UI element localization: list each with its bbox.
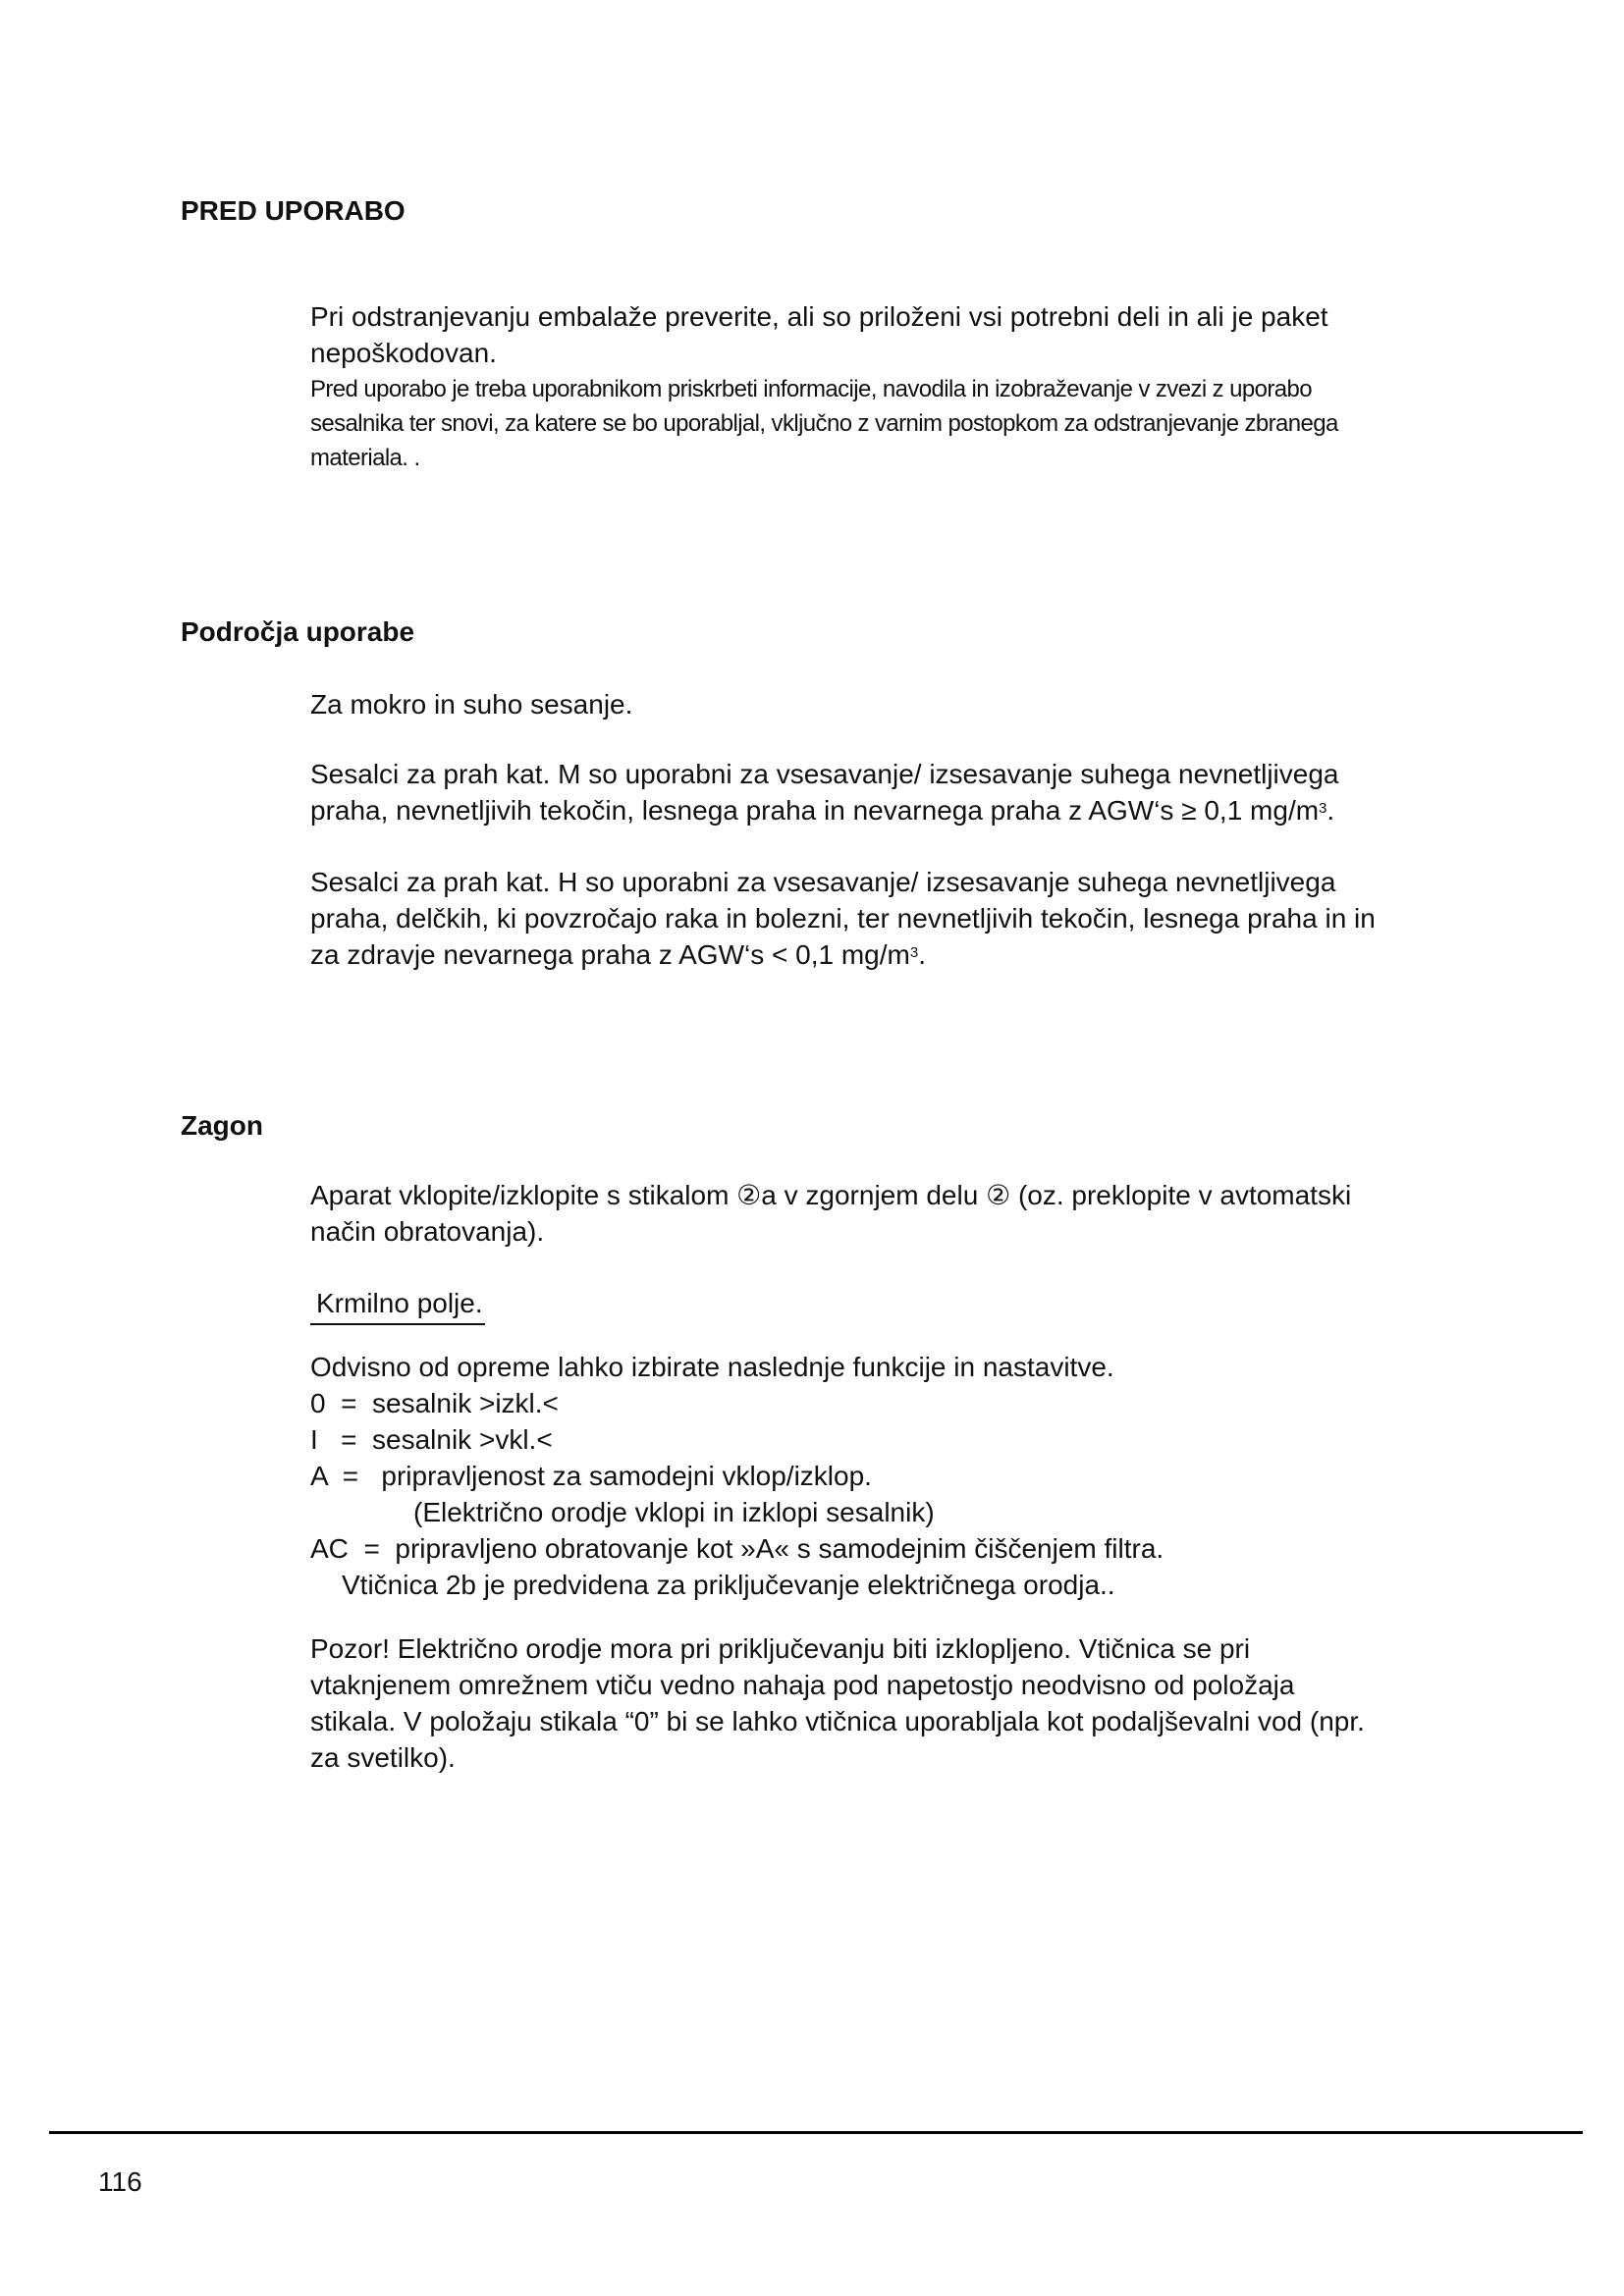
text-line: stikala. V položaju stikala “0” bi se lahko vtičnica uporabljala kot podaljševalni vod (npr. bbox=[310, 1706, 1365, 1736]
zagon-paragraph-1 bbox=[310, 1177, 1459, 1250]
krmilno-polje-label bbox=[310, 1285, 485, 1325]
zagon-options bbox=[310, 1349, 1459, 1603]
text-line bbox=[310, 792, 1459, 828]
heading-podrocja-uporabe: Področja uporabe bbox=[181, 616, 415, 647]
text-line: Za mokro in suho sesanje. bbox=[310, 689, 633, 720]
text-segment: . bbox=[918, 939, 926, 970]
footer-divider bbox=[49, 2131, 1583, 2134]
pred-uporabo-paragraph-1 bbox=[310, 298, 1459, 371]
text-line: Pozor! Električno orodje mora pri priključevanju biti izklopljeno. Vtičnica se pri bbox=[310, 1633, 1251, 1664]
page-number: 116 bbox=[98, 2166, 142, 2197]
text-segment: za zdravje nevarnega praha z AGW‘s < 0,1 mg/m bbox=[310, 939, 910, 970]
text-line: Pred uporabo je treba uporabnikom priskrbeti informacije, navodila in izobraževanje v zvezi z uporabo bbox=[310, 376, 1312, 402]
text-line: materiala. . bbox=[310, 445, 420, 471]
text-line: sesalnika ter snovi, za katere se bo uporabljal, vključno z varnim postopkom za odstranjevanje zbranega bbox=[310, 410, 1338, 437]
krmilno-polje-text: Krmilno polje. bbox=[310, 1285, 485, 1325]
text-line: Pri odstranjevanju embalaže preverite, ali so priloženi vsi potrebni deli in ali je paket bbox=[310, 301, 1328, 332]
text-line bbox=[310, 936, 1459, 973]
text-line: način obratovanja). bbox=[310, 1216, 545, 1247]
podrocja-line-1 bbox=[310, 686, 1459, 722]
option-a: A = pripravljenost za samodejni vklop/izklop. bbox=[310, 1461, 872, 1491]
pred-uporabo-paragraph-2 bbox=[310, 372, 1469, 475]
text-line: za svetilko). bbox=[310, 1742, 456, 1773]
podrocja-category-m bbox=[310, 756, 1459, 828]
text-segment: praha, nevnetljivih tekočin, lesnega praha in nevarnega praha z AGW‘s ≥ 0,1 mg/m bbox=[310, 795, 1320, 826]
superscript: 3 bbox=[1319, 800, 1327, 817]
text-line: vtaknjenem omrežnem vtiču vedno nahaja pod napetostjo neodvisno od položaja bbox=[310, 1670, 1295, 1700]
text-line: praha, delčkih, ki povzročajo raka in bolezni, ter nevnetljivih tekočin, lesnega praha in in bbox=[310, 903, 1376, 934]
text-line: Odvisno od opreme lahko izbirate naslednje funkcije in nastavitve. bbox=[310, 1352, 1114, 1382]
podrocja-category-h bbox=[310, 864, 1459, 973]
text-segment: . bbox=[1326, 795, 1335, 826]
text-line: Sesalci za prah kat. H so uporabni za vsesavanje/ izsesavanje suhega nevnetljivega bbox=[310, 867, 1336, 897]
option-a-sub: (Električno orodje vklopi in izklopi sesalnik) bbox=[413, 1497, 935, 1527]
superscript: 3 bbox=[909, 944, 919, 961]
option-ac-sub: Vtičnica 2b je predvidena za priključevanje električnega orodja.. bbox=[342, 1570, 1115, 1600]
text-line: Sesalci za prah kat. M so uporabni za vsesavanje/ izsesavanje suhega nevnetljivega bbox=[310, 759, 1339, 789]
option-i: I = sesalnik >vkl.< bbox=[310, 1424, 553, 1455]
zagon-warning bbox=[310, 1630, 1459, 1776]
heading-pred-uporabo: PRED UPORABO bbox=[181, 195, 406, 226]
option-ac: AC = pripravljeno obratovanje kot »A« s samodejnim čiščenjem filtra. bbox=[310, 1533, 1164, 1564]
heading-zagon: Zagon bbox=[181, 1110, 263, 1141]
text-line: Aparat vklopite/izklopite s stikalom ②a v zgornjem delu ② (oz. preklopite v avtomatski bbox=[310, 1180, 1352, 1210]
option-0: 0 = sesalnik >izkl.< bbox=[310, 1388, 559, 1418]
text-line: nepoškodovan. bbox=[310, 338, 497, 368]
